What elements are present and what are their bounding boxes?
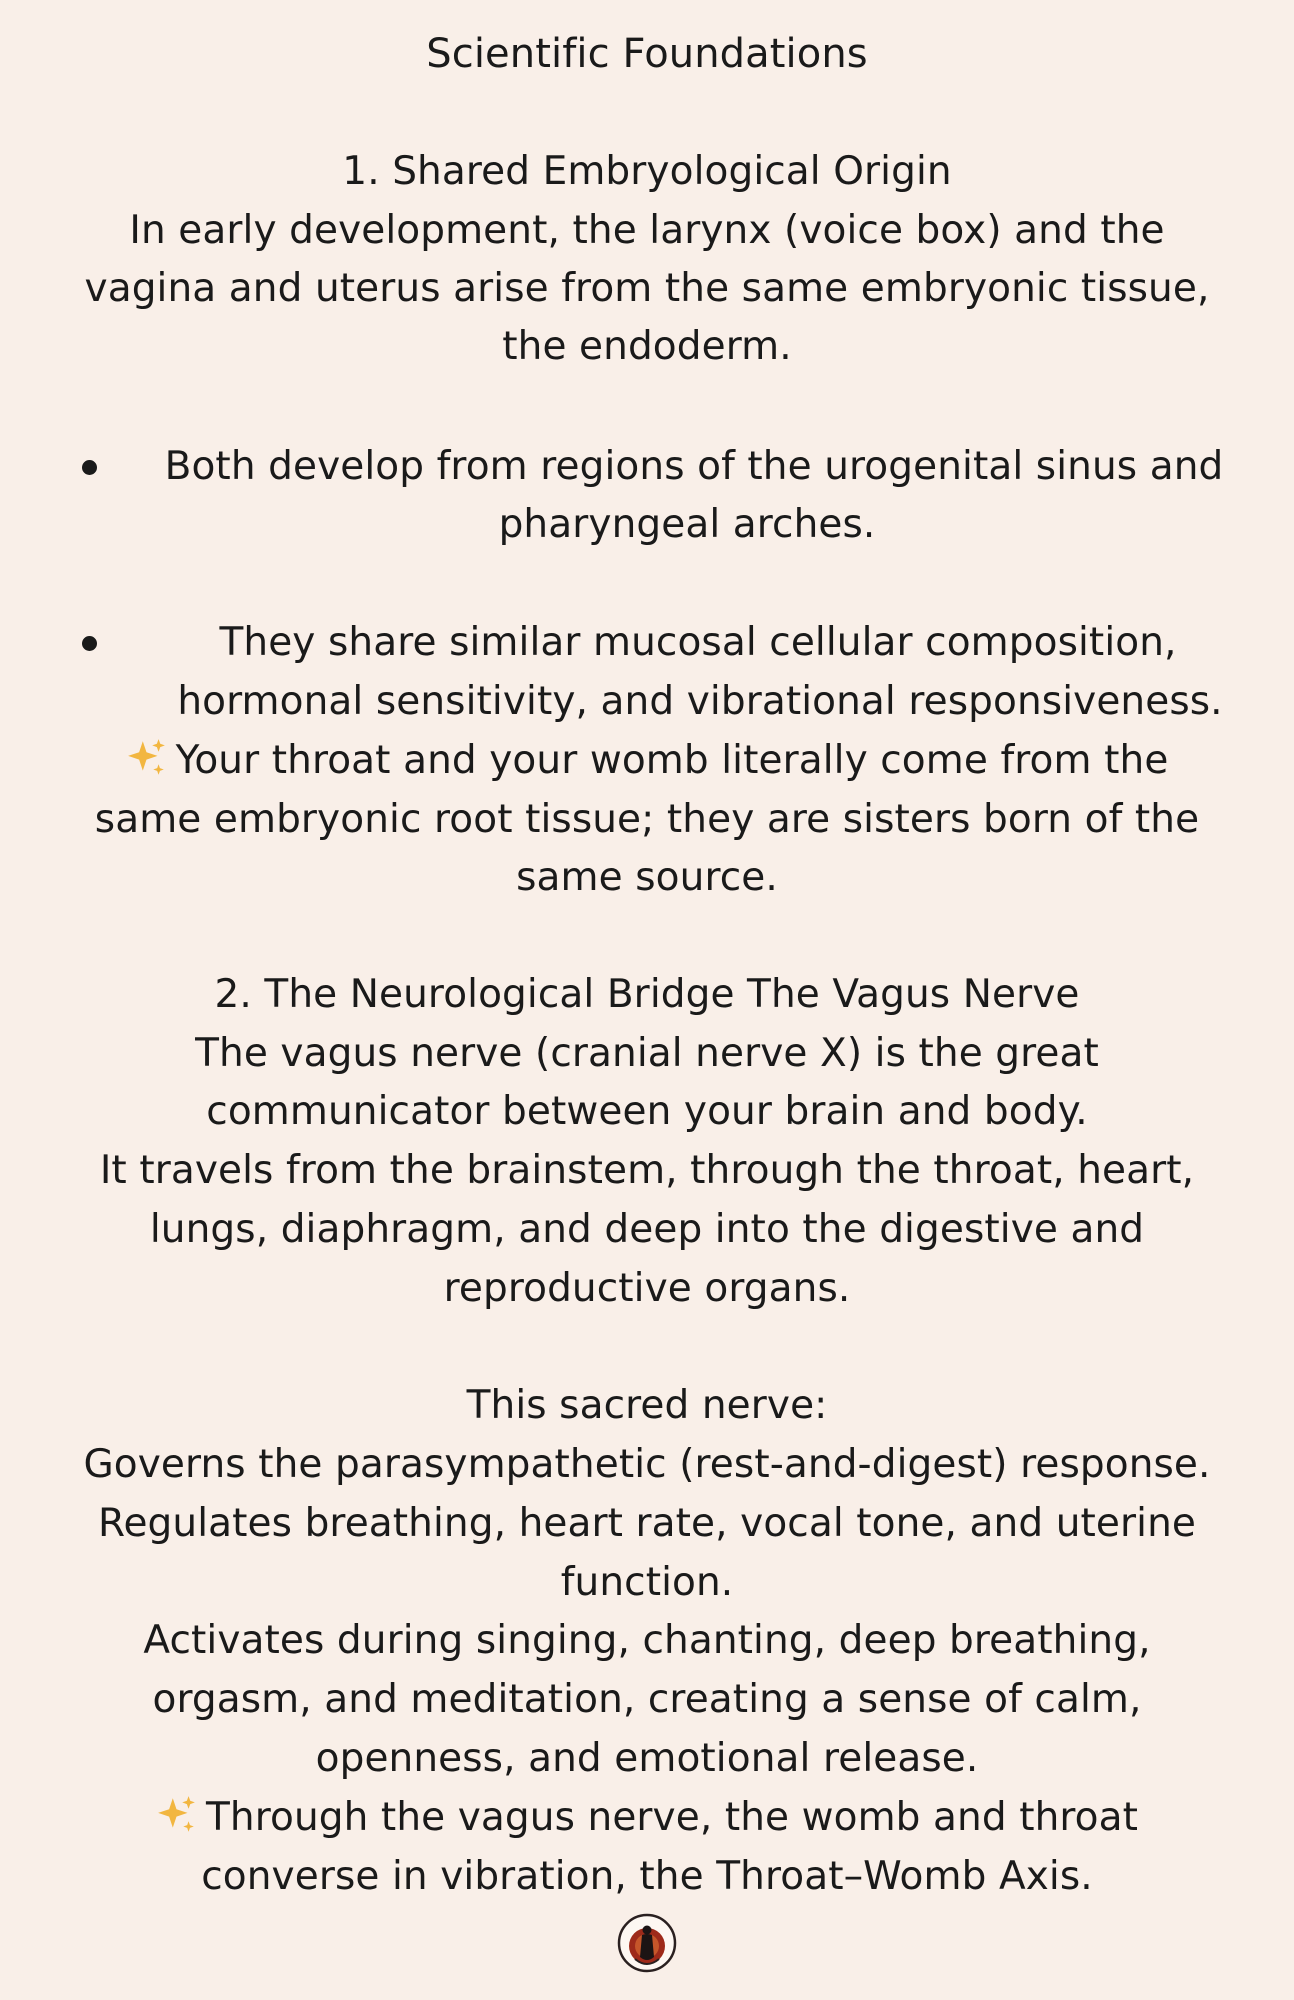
bullet-1-line: pharyngeal arches. — [498, 502, 876, 547]
section-1-note-line — [0, 736, 1294, 786]
section-1-text-line: the endoderm. — [502, 324, 792, 369]
section-2-text-line: It travels from the brainstem, through the throat, heart, — [99, 1148, 1195, 1193]
section-1-note-text: Your throat and your womb literally come from the — [175, 738, 1169, 783]
section-2-note-line: converse in vibration, the Throat–Womb Axis. — [201, 1854, 1093, 1899]
section-1-heading: 1. Shared Embryological Origin — [342, 149, 952, 194]
sparkles-icon — [156, 1794, 198, 1836]
section-1-text-line: In early development, the larynx (voice box) and the — [129, 208, 1165, 253]
section-2-note-text: Through the vagus nerve, the womb and throat — [205, 1795, 1139, 1840]
section-1-note-line: same embryonic root tissue; they are sisters born of the — [94, 797, 1200, 842]
sparkles-icon — [126, 737, 168, 779]
section-2-list-line: orgasm, and meditation, creating a sense of calm, — [152, 1677, 1142, 1722]
section-2-heading: 2. The Neurological Bridge The Vagus Nerve — [214, 972, 1080, 1017]
bullet-2-line: They share similar mucosal cellular composition, — [219, 620, 1177, 665]
section-2-list-line: Regulates breathing, heart rate, vocal tone, and uterine — [98, 1501, 1196, 1546]
section-2-list-line: function. — [560, 1560, 734, 1605]
section-2-text-line: lungs, diaphragm, and deep into the digestive and — [149, 1207, 1145, 1252]
section-1-note-line: same source. — [516, 855, 778, 900]
section-2-list-line: Activates during singing, chanting, deep breathing, — [143, 1618, 1151, 1663]
section-2-text-line: The vagus nerve (cranial nerve X) is the great — [195, 1031, 1099, 1076]
bullet-2-line: hormonal sensitivity, and vibrational responsiveness. — [177, 679, 1223, 724]
section-2-list-line: Governs the parasympathetic (rest-and-digest) response. — [83, 1442, 1211, 1487]
section-2-lead: This sacred nerve: — [466, 1383, 828, 1428]
section-2-text-line: communicator between your brain and body. — [206, 1089, 1088, 1134]
brand-logo-icon — [617, 1913, 677, 1973]
section-2-list-line: openness, and emotional release. — [315, 1736, 979, 1781]
page-title: Scientific Foundations — [426, 31, 868, 77]
bullet-1-line: Both develop from regions of the urogenital sinus and — [164, 444, 1224, 489]
section-1-text-line: vagina and uterus arise from the same embryonic tissue, — [84, 266, 1210, 311]
section-2-text-line: reproductive organs. — [443, 1266, 851, 1311]
section-2-note-line — [0, 1793, 1294, 1843]
